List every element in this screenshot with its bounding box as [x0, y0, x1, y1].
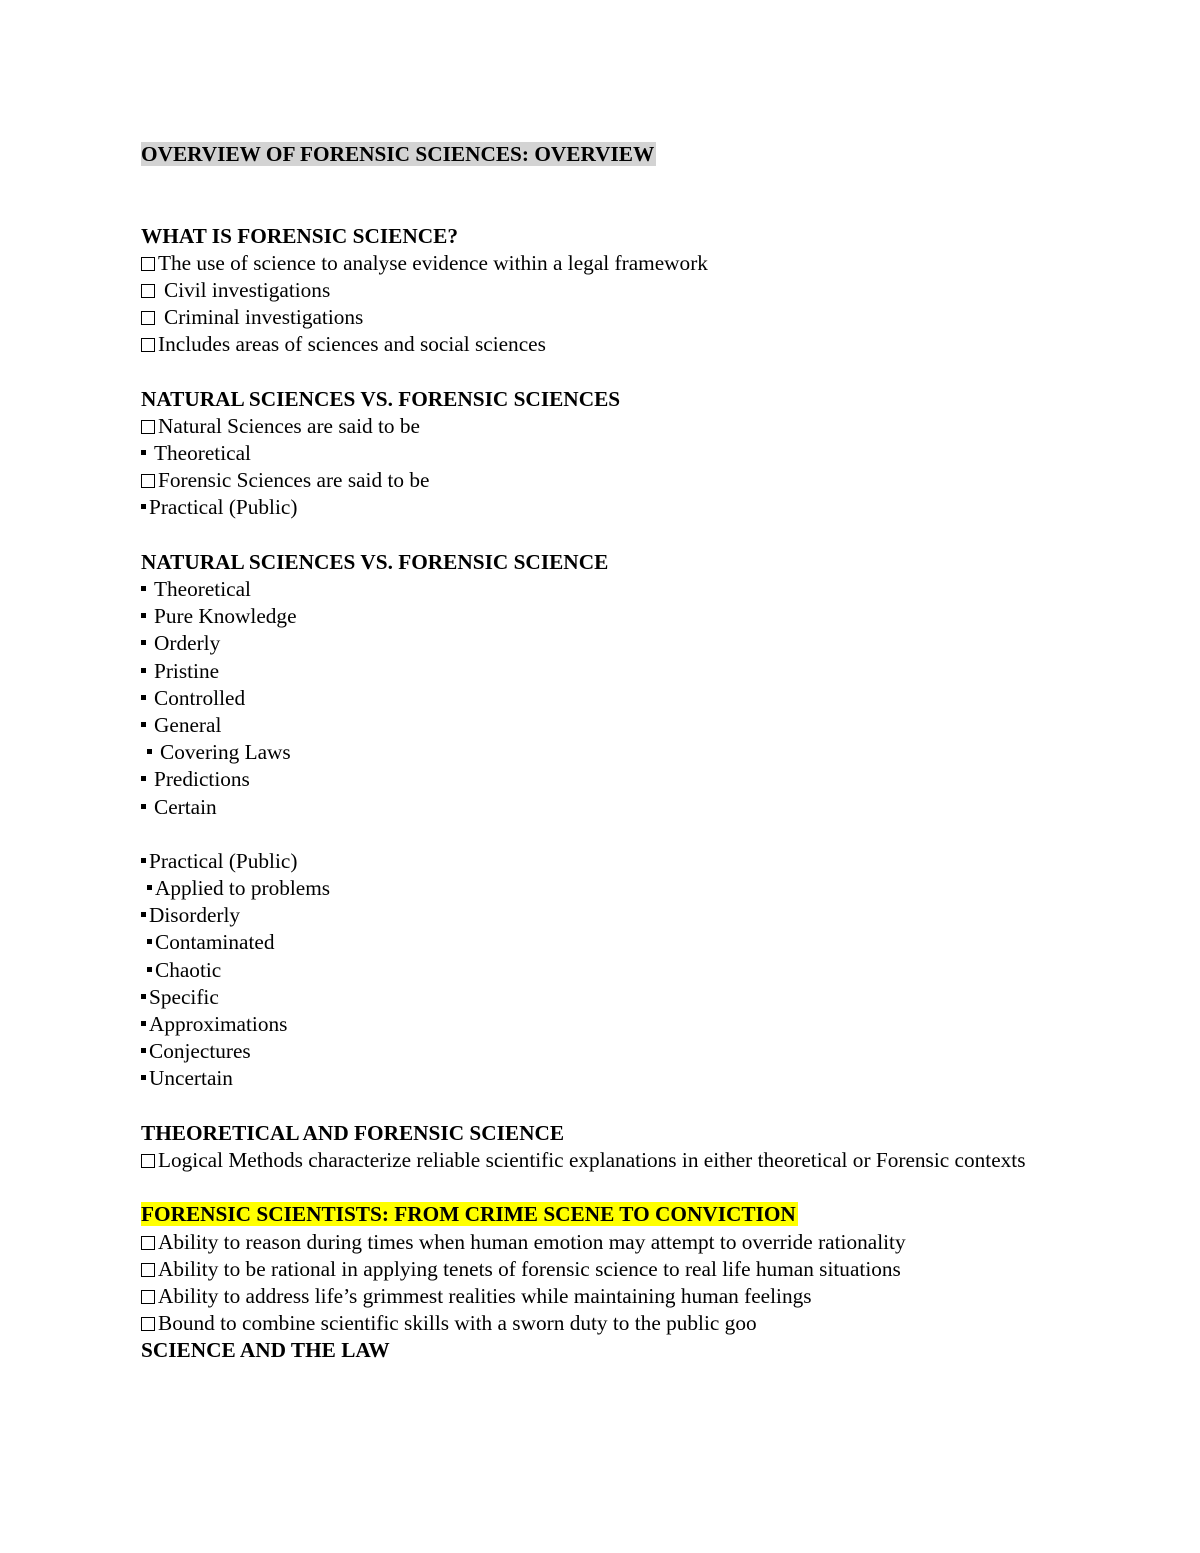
list-item: Pristine — [141, 658, 1061, 685]
list-item: Controlled — [141, 685, 1061, 712]
list-item: Includes areas of sciences and social sciences — [141, 331, 1061, 358]
list-item: Ability to address life’s grimmest realities while maintaining human feelings — [141, 1283, 1061, 1310]
bullet-square-icon — [141, 722, 146, 727]
bullet-square-icon — [141, 912, 146, 917]
list-item: Logical Methods characterize reliable scientific explanations in either theoretical or Forensic contexts — [141, 1147, 1061, 1174]
list-item: General — [141, 712, 1061, 739]
list-item: Specific — [141, 984, 1061, 1011]
document-page — [141, 141, 1061, 1364]
list-item: Approximations — [141, 1011, 1061, 1038]
bullet-square-icon — [147, 749, 152, 754]
checkbox-icon — [141, 338, 155, 352]
bullet-square-icon — [141, 1021, 146, 1026]
section-heading-scientists-line — [141, 1201, 1061, 1228]
bullet-square-icon — [141, 804, 146, 809]
checkbox-icon — [141, 420, 155, 434]
list-item: Forensic Sciences are said to be — [141, 467, 1061, 494]
bullet-square-icon — [141, 504, 146, 509]
bullet-square-icon — [141, 695, 146, 700]
list-item: Practical (Public) — [141, 848, 1061, 875]
list-item: Orderly — [141, 630, 1061, 657]
checkbox-icon — [141, 257, 155, 271]
bullet-square-icon — [147, 939, 152, 944]
checkbox-icon — [141, 1290, 155, 1304]
document-title-line — [141, 141, 1061, 168]
checkbox-icon — [141, 1154, 155, 1168]
list-item: Pure Knowledge — [141, 603, 1061, 630]
bullet-square-icon — [141, 858, 146, 863]
list-item: Uncertain — [141, 1065, 1061, 1092]
section-heading-natural-vs-forensic-sciences: NATURAL SCIENCES VS. FORENSIC SCIENCES — [141, 386, 621, 411]
bullet-square-icon — [147, 967, 152, 972]
bullet-square-icon — [141, 1075, 146, 1080]
bullet-square-icon — [141, 1048, 146, 1053]
list-item: Disorderly — [141, 902, 1061, 929]
list-item: Certain — [141, 794, 1061, 821]
checkbox-icon — [141, 1317, 155, 1331]
list-item: Predictions — [141, 766, 1061, 793]
bullet-square-icon — [141, 586, 146, 591]
bullet-square-icon — [141, 994, 146, 999]
checkbox-icon — [141, 284, 155, 298]
list-item: Theoretical — [141, 440, 1061, 467]
list-item: Bound to combine scientific skills with a sworn duty to the public goo — [141, 1310, 1061, 1337]
document-title: OVERVIEW OF FORENSIC SCIENCES: OVERVIEW — [141, 142, 655, 166]
section-heading-science-law: SCIENCE AND THE LAW — [141, 1338, 390, 1363]
list-item: Natural Sciences are said to be — [141, 413, 1061, 440]
section-heading-what-is: WHAT IS FORENSIC SCIENCE? — [141, 223, 458, 248]
bullet-square-icon — [141, 640, 146, 645]
list-item: Ability to reason during times when human emotion may attempt to override rationality — [141, 1229, 1061, 1256]
checkbox-icon — [141, 1263, 155, 1277]
list-item: Applied to problems — [141, 875, 1061, 902]
bullet-square-icon — [141, 450, 146, 455]
list-item: Criminal investigations — [141, 304, 1061, 331]
section-heading-theoretical: THEORETICAL AND FORENSIC SCIENCE — [141, 1120, 565, 1145]
list-item: Conjectures — [141, 1038, 1061, 1065]
bullet-square-icon — [147, 885, 152, 890]
list-item: The use of science to analyse evidence within a legal framework — [141, 250, 1061, 277]
bullet-square-icon — [141, 776, 146, 781]
list-item: Ability to be rational in applying tenets of forensic science to real life human situations — [141, 1256, 1061, 1283]
bullet-square-icon — [141, 668, 146, 673]
list-item: Chaotic — [141, 957, 1061, 984]
bullet-square-icon — [141, 613, 146, 618]
section-heading-natural-vs-forensic-science: NATURAL SCIENCES VS. FORENSIC SCIENCE — [141, 549, 609, 574]
list-item: Practical (Public) — [141, 494, 1061, 521]
checkbox-icon — [141, 311, 155, 325]
section-heading-scientists: FORENSIC SCIENTISTS: FROM CRIME SCENE TO CONVICTION — [141, 1202, 796, 1227]
list-item: Contaminated — [141, 929, 1061, 956]
list-item: Theoretical — [141, 576, 1061, 603]
checkbox-icon — [141, 474, 155, 488]
list-item: Civil investigations — [141, 277, 1061, 304]
list-item: Covering Laws — [141, 739, 1061, 766]
checkbox-icon — [141, 1236, 155, 1250]
